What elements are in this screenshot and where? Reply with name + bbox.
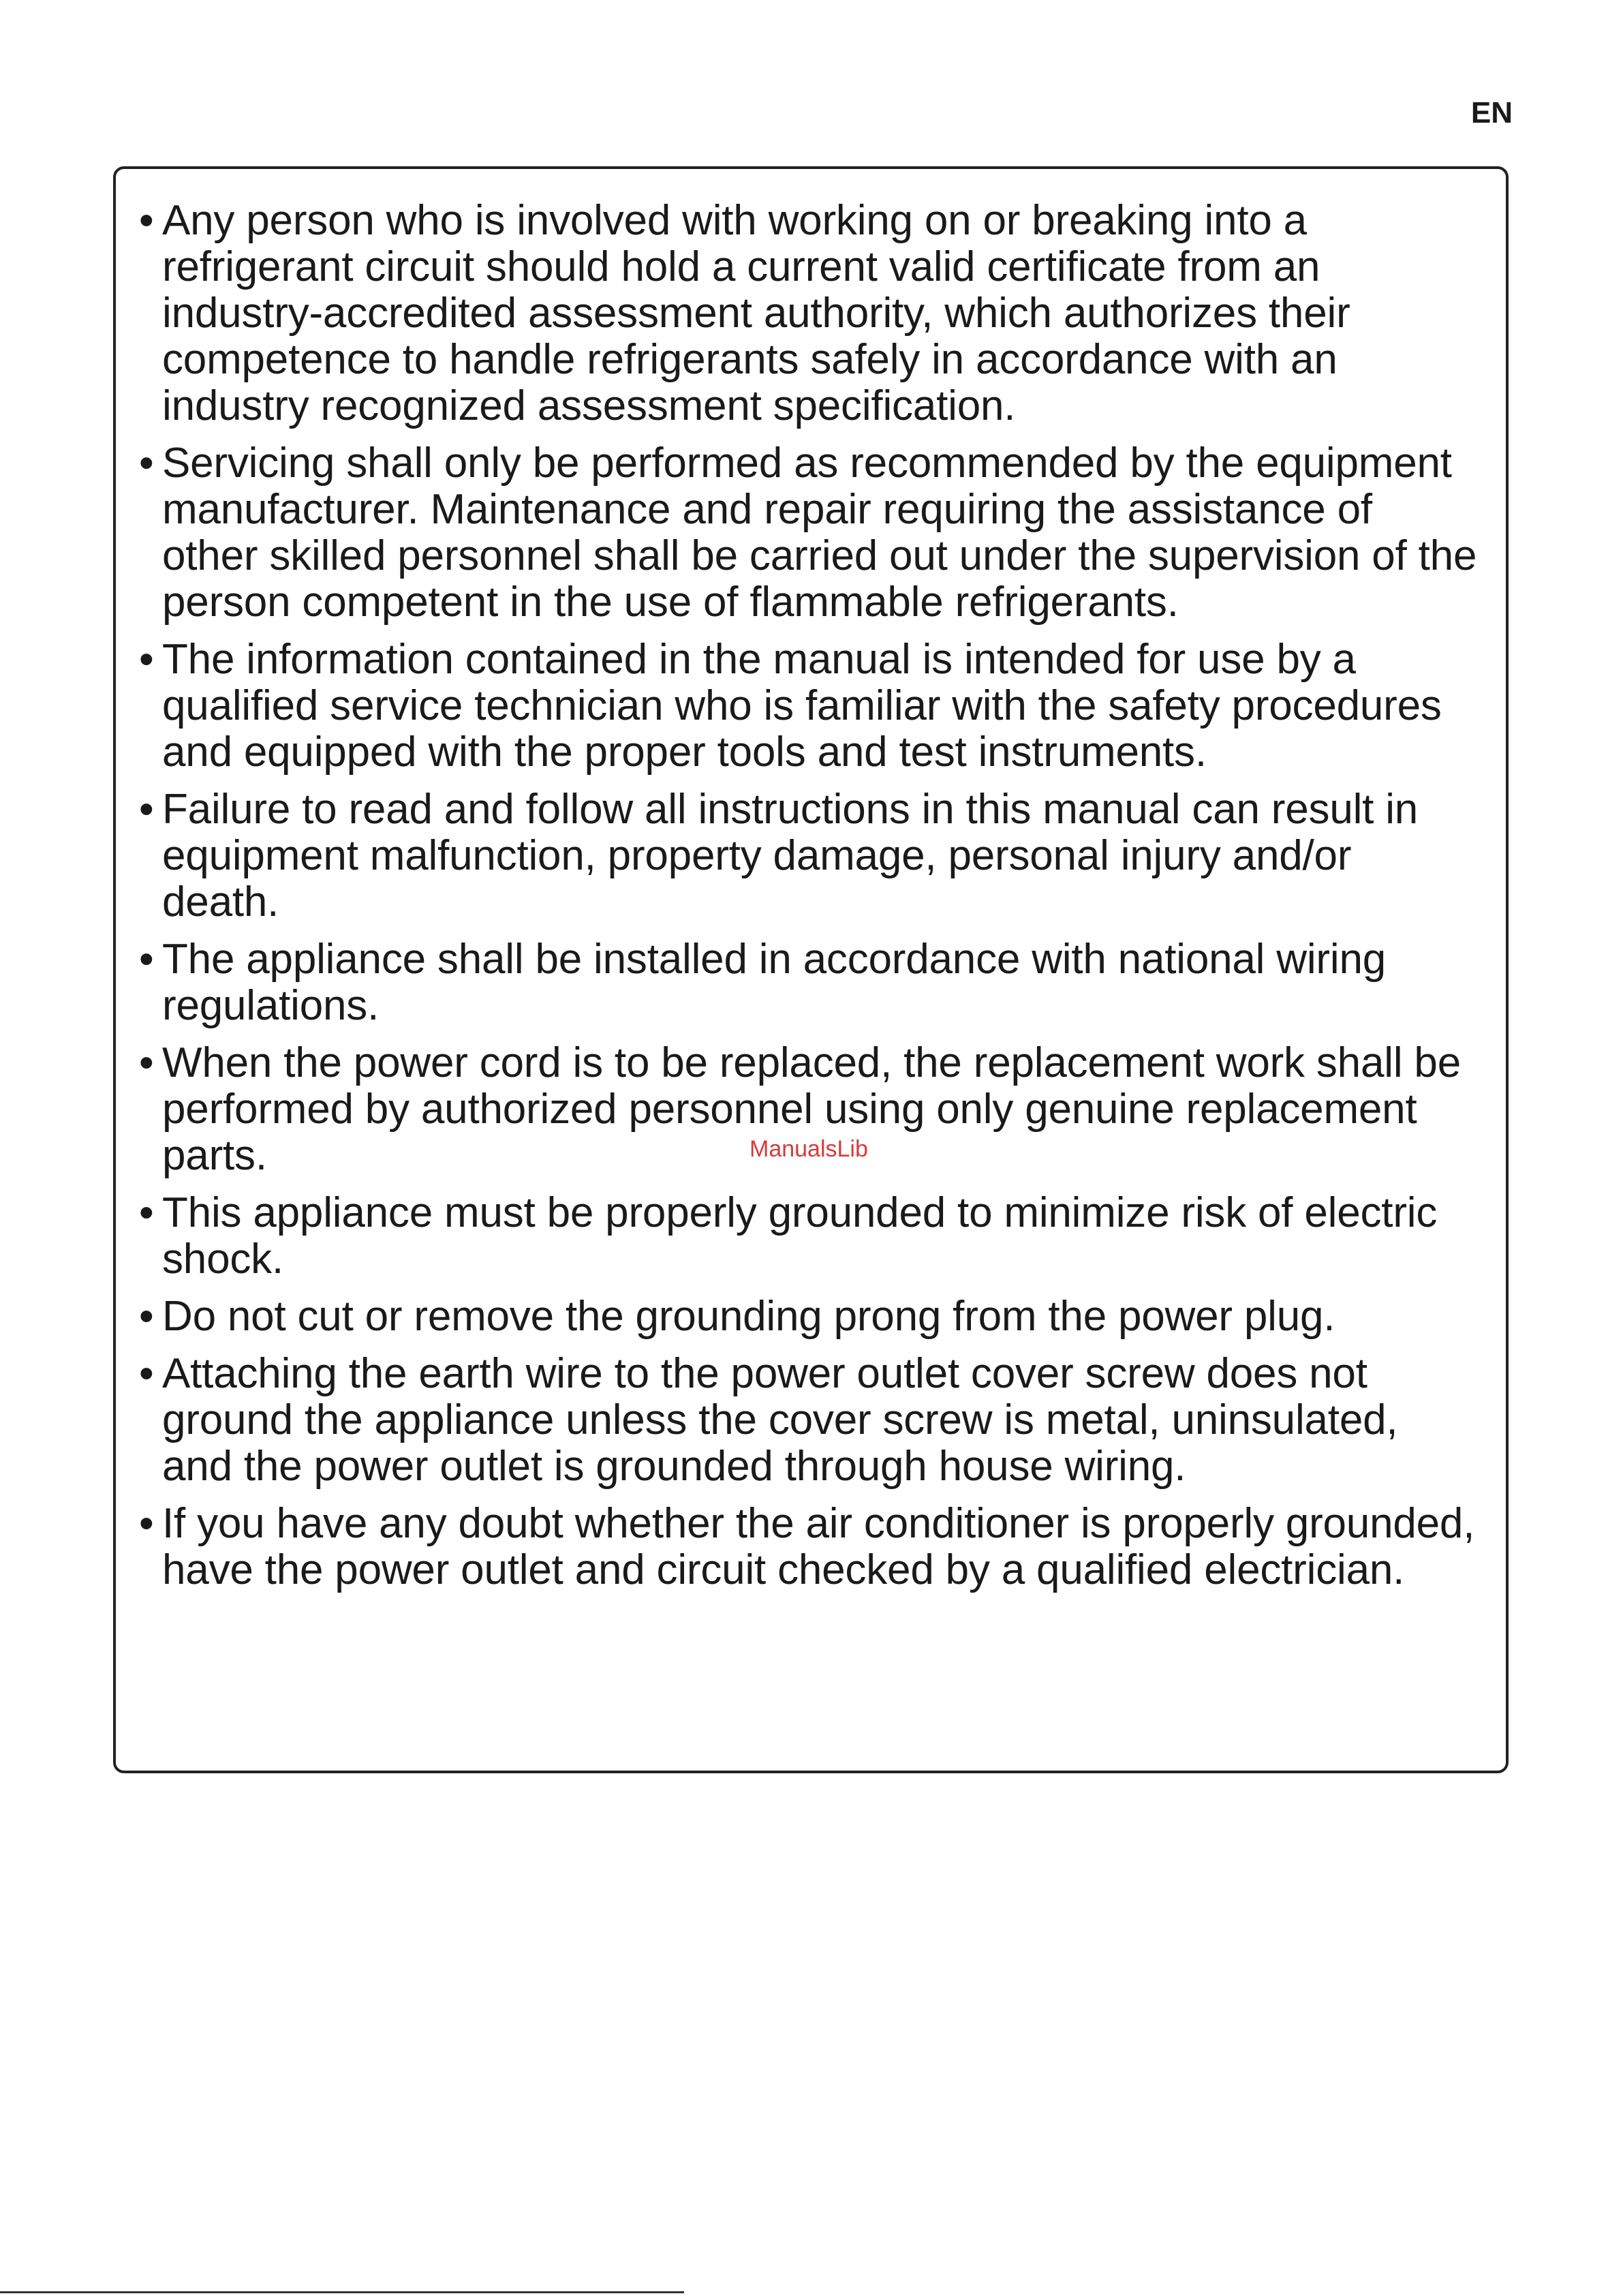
bullet-item-10 (139, 1501, 1479, 1593)
bullet-icon: • (139, 1350, 154, 1397)
bullet-icon: • (139, 197, 154, 244)
footer-divider (0, 2291, 684, 2293)
bullet-item-1 (139, 198, 1479, 429)
bullet-item-8 (139, 1294, 1479, 1340)
bullet-text: Any person who is involved with working on or breaking into a refrigerant circuit should hold a current valid certificate from an industry-accredited assessment authority, which authorizes their competence to handle refrigerants safely in accordance with an industry recognized assessment specification. (162, 197, 1350, 429)
bullet-text: Servicing shall only be performed as recommended by the equipment manufacturer. Maintenance and repair requiring the assistance of other skilled personnel shall be carried out under the supervision of the person competent in the use of flammable refrigerants. (162, 440, 1477, 626)
bullet-icon: • (139, 1039, 154, 1086)
bullet-item-9 (139, 1351, 1479, 1490)
bullet-icon: • (139, 636, 154, 683)
safety-bullet-list (139, 198, 1479, 1593)
watermark-text: ManualsLib (749, 1136, 868, 1162)
bullet-text: Do not cut or remove the grounding prong from the power plug. (162, 1293, 1335, 1340)
bullet-text: If you have any doubt whether the air conditioner is properly grounded, have the power outlet and circuit checked by a qualified electrician. (162, 1500, 1475, 1593)
bullet-icon: • (139, 1500, 154, 1547)
bullet-item-7 (139, 1190, 1479, 1283)
bullet-icon: • (139, 440, 154, 487)
bullet-text: When the power cord is to be replaced, the replacement work shall be performed by authorized personnel using only genuine replacement parts. (162, 1039, 1461, 1179)
bullet-text: This appliance must be properly grounded to minimize risk of electric shock. (162, 1189, 1438, 1283)
safety-notice-box (113, 166, 1509, 1773)
bullet-item-3 (139, 637, 1479, 776)
bullet-text: Failure to read and follow all instructions in this manual can result in equipment malfunction, property damage, personal injury and/or death. (162, 786, 1419, 925)
bullet-icon: • (139, 786, 154, 833)
bullet-item-5 (139, 936, 1479, 1029)
bullet-item-2 (139, 440, 1479, 626)
bullet-text: The appliance shall be installed in accordance with national wiring regulations. (162, 936, 1387, 1029)
bullet-item-4 (139, 786, 1479, 925)
bullet-icon: • (139, 1189, 154, 1236)
bullet-icon: • (139, 936, 154, 983)
bullet-text: Attaching the earth wire to the power outlet cover screw does not ground the appliance unless the cover screw is metal, uninsulated, and the power outlet is grounded through house wiring. (162, 1350, 1398, 1490)
bullet-icon: • (139, 1293, 154, 1340)
language-label: EN (1470, 96, 1513, 129)
bullet-text: The information contained in the manual is intended for use by a qualified service technician who is familiar with the safety procedures and equipped with the proper tools and test instruments. (162, 636, 1442, 776)
